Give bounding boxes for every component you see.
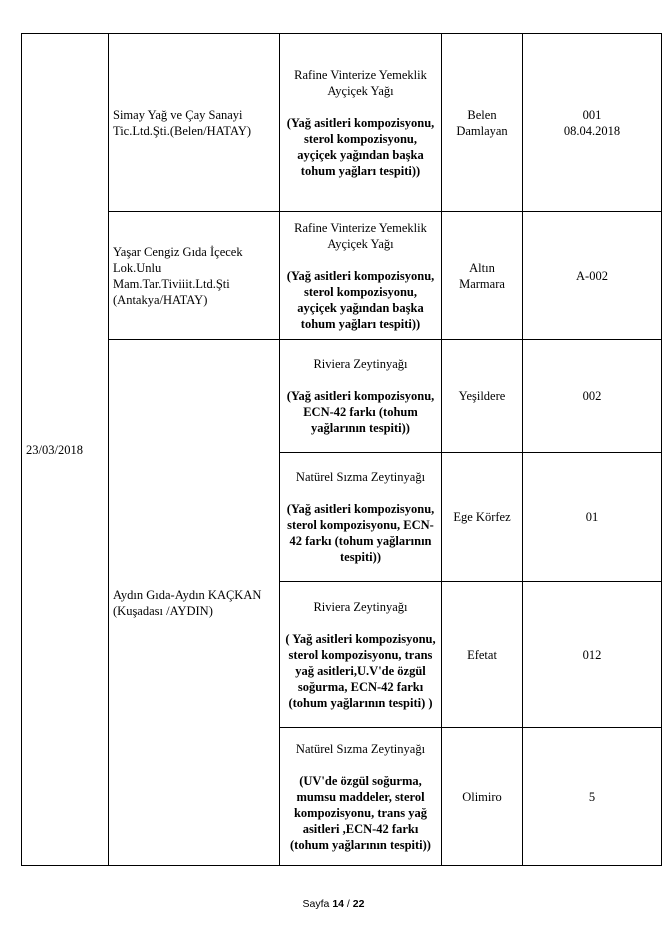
lot-number: 01 (585, 510, 599, 524)
analysis-text: (Yağ asitleri kompozisyonu, sterol kompozisyonu, ayçiçek yağından başka tohum yağları tespiti)) (286, 268, 435, 331)
product-name: Rafine Vinterize Yemeklik Ayçiçek Yağı (294, 67, 427, 98)
product-name: Riviera Zeytinyağı (313, 599, 408, 614)
product-cell (280, 340, 442, 453)
company-cell: Yaşar Cengiz Gıda İçecek Lok.Unlu Mam.Tar.Tiviiit.Ltd.Şti (Antakya/HATAY) (109, 212, 280, 340)
analysis-text: (UV'de özgül soğurma, mumsu maddeler, sterol kompozisyonu, trans yağ asitleri ,ECN-42 farkı (tohum yağlarının tespiti)) (290, 773, 431, 852)
page-current: 14 (332, 898, 344, 910)
product-cell (280, 212, 442, 340)
product-cell (280, 34, 442, 212)
brand-cell: Altın Marmara (442, 212, 523, 340)
page-total: 22 (352, 898, 365, 910)
brand-cell: Yeşildere (442, 340, 523, 453)
lot-number: 012 (582, 647, 602, 662)
table-row (22, 34, 662, 212)
lot-number: A-002 (576, 268, 608, 283)
brand-cell: Olimiro (442, 728, 523, 866)
product-cell (280, 453, 442, 582)
lot-cell (523, 340, 662, 453)
lot-cell (523, 582, 662, 728)
page-separator: / (346, 898, 350, 910)
company-cell: Aydın Gıda-Aydın KAÇKAN (Kuşadası /AYDIN) (109, 340, 280, 866)
product-name: Natürel Sızma Zeytinyağı (295, 470, 426, 484)
product-name: Natürel Sızma Zeytinyağı (295, 741, 426, 756)
product-cell (280, 728, 442, 866)
page-footer (0, 898, 667, 910)
company-cell: Simay Yağ ve Çay Sanayi Tic.Ltd.Şti.(Belen/HATAY) (109, 34, 280, 212)
lot-cell (523, 34, 662, 212)
table-row (22, 340, 662, 453)
lot-date: 08.04.2018 (563, 123, 621, 138)
product-cell (280, 582, 442, 728)
lot-number: 001 (582, 107, 602, 122)
lot-cell (523, 453, 662, 582)
inspection-table (21, 33, 662, 866)
product-name: Rafine Vinterize Yemeklik Ayçiçek Yağı (294, 220, 427, 251)
brand-cell: Ege Körfez (442, 453, 523, 582)
brand-cell: Efetat (442, 582, 523, 728)
analysis-text: ( Yağ asitleri kompozisyonu, sterol kompozisyonu, trans yağ asitleri,U.V'de özgül soğurma, ECN-42 farkı (tohum yağlarının tespiti) ) (285, 631, 436, 710)
lot-cell (523, 212, 662, 340)
table-row (22, 212, 662, 340)
brand-cell: Belen Damlayan (442, 34, 523, 212)
analysis-text: (Yağ asitleri kompozisyonu, ECN-42 farkı (tohum yağlarının tespiti)) (286, 389, 435, 435)
date-cell: 23/03/2018 (22, 34, 109, 866)
lot-number: 5 (588, 789, 596, 804)
analysis-text: (Yağ asitleri kompozisyonu, sterol kompozisyonu, ECN-42 farkı (tohum yağlarının tespiti)) (286, 502, 435, 564)
analysis-text: (Yağ asitleri kompozisyonu, sterol kompozisyonu, ayçiçek yağından başka tohum yağları tespiti)) (286, 115, 435, 178)
product-name: Riviera Zeytinyağı (313, 357, 408, 371)
page-word: Sayfa (302, 898, 330, 910)
lot-number: 002 (582, 389, 602, 403)
lot-cell (523, 728, 662, 866)
